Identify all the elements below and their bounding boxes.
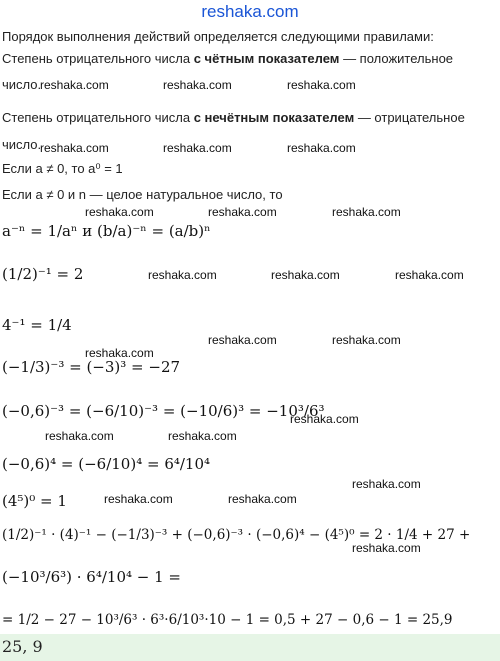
rule-zero-power: Если a ≠ 0, то a⁰ = 1 (2, 161, 123, 176)
step-four-inverse: 4⁻¹ = 1/4 (2, 316, 72, 334)
watermark: reshaka.com (228, 492, 297, 506)
step-third-cubed: (−1/3)⁻³ = (−3)³ = −27 (2, 358, 181, 376)
site-header[interactable]: reshaka.com (201, 2, 299, 21)
final-computation: = 1/2 − 27 − 10³/6³ · 6³·6/10³·10 − 1 = 0,5 + 27 − 0,6 − 1 = 25,9 (2, 612, 453, 628)
step-power-zero: (4⁵)⁰ = 1 (2, 492, 67, 510)
watermark: reshaka.com (40, 141, 109, 155)
watermark: reshaka.com (163, 141, 232, 155)
watermark: reshaka.com (271, 268, 340, 282)
answer-value: 25, 9 (2, 637, 43, 656)
watermark: reshaka.com (85, 346, 154, 360)
step-half-inverse: (1/2)⁻¹ = 2 (2, 265, 84, 283)
watermark: reshaka.com (352, 541, 421, 555)
watermark: reshaka.com (163, 78, 232, 92)
rule-odd: Степень отрицательного числа с нечётным показателем — отрицательное (2, 110, 465, 125)
expression-continued: (−10³/6³) · 6⁴/10⁴ − 1 = (2, 568, 181, 586)
watermark: reshaka.com (45, 429, 114, 443)
formula-negative-exponent: a⁻ⁿ = 1/aⁿ и (b/a)⁻ⁿ = (a/b)ⁿ (2, 222, 211, 240)
rule-even-end: число. (2, 77, 42, 92)
watermark: reshaka.com (287, 141, 356, 155)
watermark: reshaka.com (287, 78, 356, 92)
rule-odd-end: число. (2, 137, 42, 152)
answer-bar (0, 634, 500, 661)
watermark: reshaka.com (168, 429, 237, 443)
watermark: reshaka.com (290, 412, 359, 426)
step-point-six-fourth: (−0,6)⁴ = (−6/10)⁴ = 6⁴/10⁴ (2, 455, 211, 473)
rule-even: Степень отрицательного числа с чётным показателем — положительное (2, 51, 454, 66)
watermark: reshaka.com (332, 333, 401, 347)
main-expression: (1/2)⁻¹ · (4)⁻¹ − (−1/3)⁻³ + (−0,6)⁻³ · (−0,6)⁴ − (4⁵)⁰ = 2 · 1/4 + 27 + (2, 527, 471, 543)
watermark: reshaka.com (332, 205, 401, 219)
watermark: reshaka.com (395, 268, 464, 282)
watermark: reshaka.com (208, 205, 277, 219)
watermark: reshaka.com (148, 268, 217, 282)
watermark: reshaka.com (352, 477, 421, 491)
intro-text: Порядок выполнения действий определяется следующими правилами: (2, 29, 434, 44)
watermark: reshaka.com (104, 492, 173, 506)
step-point-six-cubed: (−0,6)⁻³ = (−6/10)⁻³ = (−10/6)³ = −10³/6³ (2, 402, 325, 420)
watermark: reshaka.com (40, 78, 109, 92)
rule-negative-power: Если a ≠ 0 и n — целое натуральное число, то (2, 187, 283, 202)
watermark: reshaka.com (208, 333, 277, 347)
watermark: reshaka.com (85, 205, 154, 219)
